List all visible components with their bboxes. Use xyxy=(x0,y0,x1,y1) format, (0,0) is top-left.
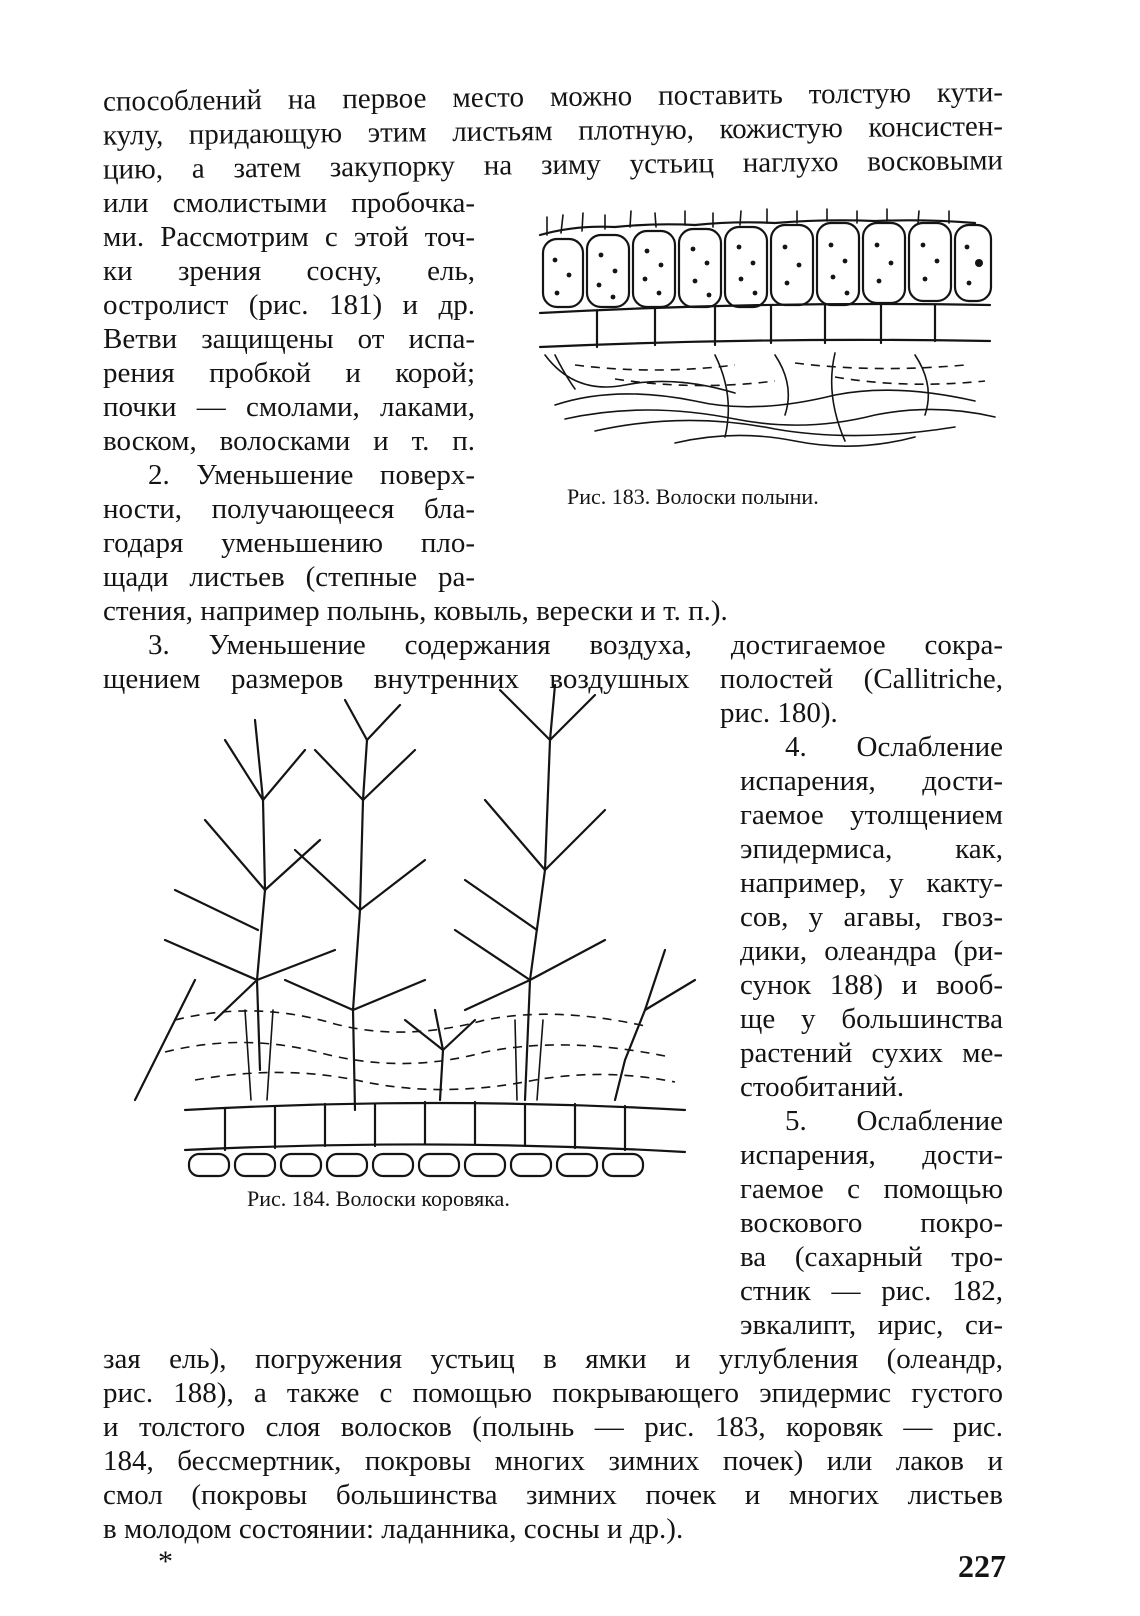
body-text-line: или смолистыми пробочка- xyxy=(103,187,475,219)
body-text-line: почки — смолами, лаками, xyxy=(103,391,475,423)
body-text-line: испарения, дости- xyxy=(740,1139,1003,1171)
figure-183-wormwood-hairs xyxy=(535,205,1005,480)
body-text-line: Ветви защищены от испа- xyxy=(103,323,475,355)
body-text-line: испарения, дости- xyxy=(740,765,1003,797)
body-text-line: ки зрения сосну, ель, xyxy=(103,255,475,287)
body-text-line: 4. Ослабление xyxy=(785,731,1003,763)
body-text-line: в молодом состоянии: ладанника, сосны и др.). xyxy=(103,1513,684,1545)
figure-184-mullein-hairs xyxy=(105,680,705,1180)
body-text-line: зая ель), погружения устьиц в ямки и углубления (олеандр, xyxy=(103,1343,1003,1375)
body-text-line: остролист (рис. 181) и др. xyxy=(103,289,475,321)
body-text-line: гаемое с помощью xyxy=(740,1173,1003,1205)
body-text-line: ще у большинства xyxy=(740,1003,1003,1035)
body-text-line: эпидермиса, как, xyxy=(740,833,1003,865)
body-text-line: 5. Ослабление xyxy=(785,1105,1003,1137)
body-text-line: стник — рис. 182, xyxy=(740,1275,1003,1307)
body-text-line: способлений на первое место можно поставить толстую кути- xyxy=(102,76,1004,118)
body-text-line: сунок 188) и вооб- xyxy=(740,969,1003,1001)
body-text-line: 2. Уменьшение поверх- xyxy=(148,459,475,491)
body-text-line: кулу, придающую этим листьям плотную, кожистую консистен- xyxy=(102,110,1004,152)
body-text-line: смол (покровы большинства зимних почек и многих листьев xyxy=(103,1479,1003,1511)
page-number: 227 xyxy=(958,1548,1006,1584)
body-text-line: ва (сахарный тро- xyxy=(740,1241,1003,1273)
body-text-line: цию, а затем закупорку на зиму устьиц наглухо восковыми xyxy=(102,144,1004,186)
body-text-line: рения пробкой и корой; xyxy=(103,357,475,389)
body-text-line: дики, олеандра (ри- xyxy=(740,935,1003,967)
body-text-line: сов, у агавы, гвоз- xyxy=(740,901,1003,933)
body-text-line: например, у какту- xyxy=(740,867,1003,899)
body-text-line: щением размеров внутренних воздушных полостей (Callitriche, xyxy=(103,663,1003,695)
body-text-line: ности, получающееся бла- xyxy=(103,493,475,525)
body-text-line: 184, бессмертник, покровы многих зимних почек) или лаков и xyxy=(103,1445,1003,1477)
body-text-line: рис. 180). xyxy=(720,697,838,729)
figure-184-caption: Рис. 184. Волоски коровяка. xyxy=(247,1186,510,1211)
body-text-line: стения, например полынь, ковыль, верески и т. п.). xyxy=(103,595,728,627)
body-text-line: 3. Уменьшение содержания воздуха, достигаемое сокра- xyxy=(148,629,1003,661)
body-text-line: рис. 188), а также с помощью покрывающего эпидермис густого xyxy=(103,1377,1003,1409)
body-text-line: воскового покро- xyxy=(740,1207,1003,1239)
body-text-line: стообитаний. xyxy=(740,1071,905,1103)
body-text-line: гаемое утолщением xyxy=(740,799,1003,831)
footnote-star: * xyxy=(158,1545,173,1578)
figure-183-caption: Рис. 183. Волоски полыни. xyxy=(567,484,819,509)
body-text-line: и толстого слоя волосков (полынь — рис. 183, коровяк — рис. xyxy=(103,1411,1003,1443)
body-text-line: растений сухих ме- xyxy=(740,1037,1003,1069)
body-text-line: эвкалипт, ирис, си- xyxy=(740,1309,1003,1341)
body-text-line: щади листьев (степные ра- xyxy=(103,561,475,593)
body-text-line: ми. Рассмотрим с этой точ- xyxy=(103,221,475,253)
body-text-line: воском, волосками и т. п. xyxy=(103,425,475,457)
body-text-line: годаря уменьшению пло- xyxy=(103,527,475,559)
